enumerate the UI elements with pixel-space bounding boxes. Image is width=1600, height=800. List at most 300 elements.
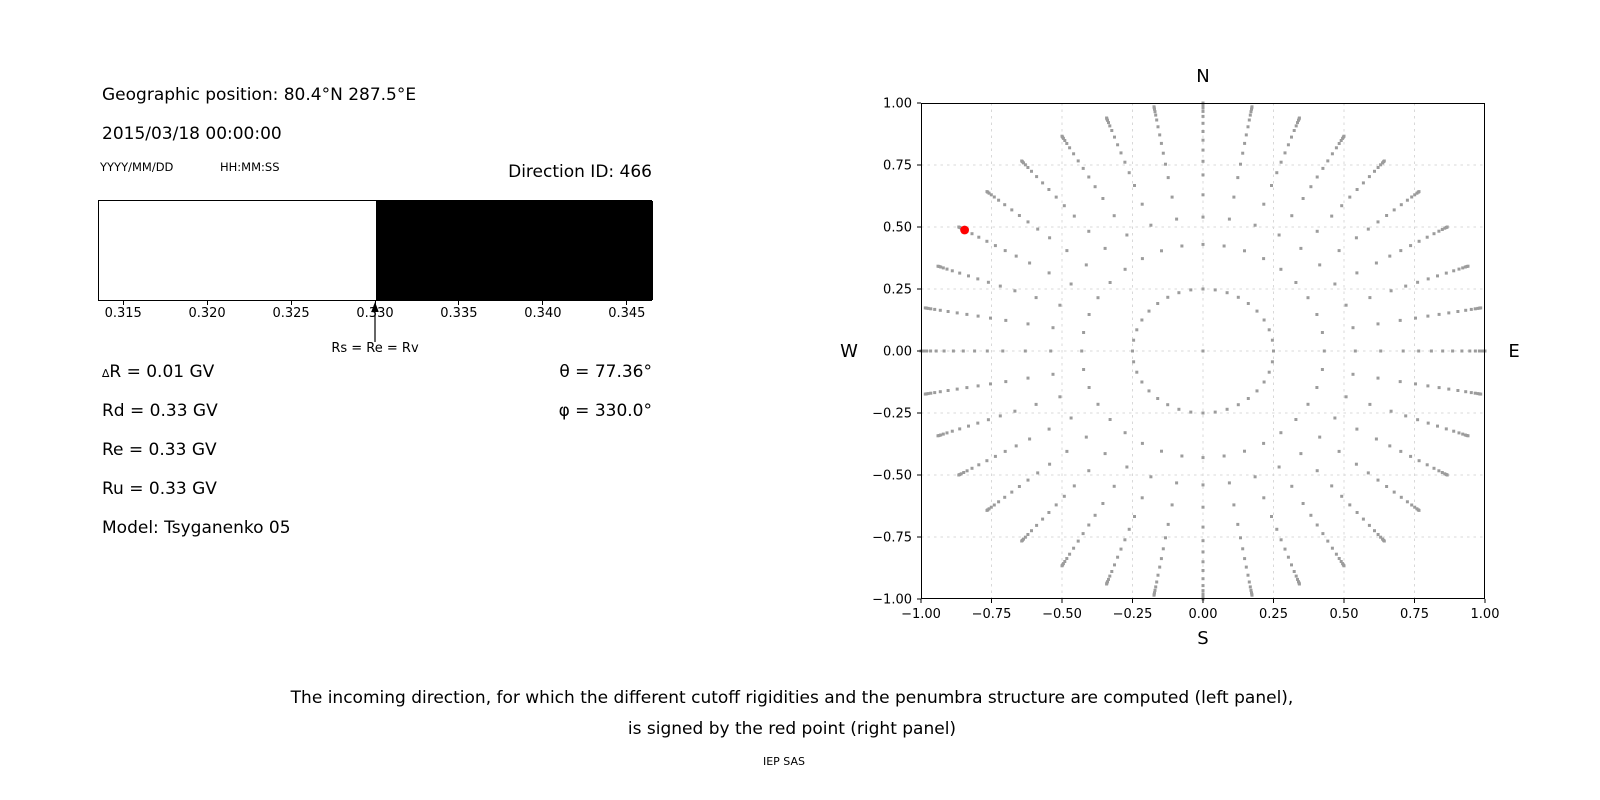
direction-dot [1149,224,1152,227]
direction-dot [1352,373,1355,376]
direction-dot [1427,422,1430,425]
direction-dot [1290,485,1293,488]
direction-dot [1426,315,1429,318]
direction-dot [1335,553,1338,556]
direction-dot [1004,249,1007,252]
direction-dot [994,244,997,247]
direction-dot [1157,574,1160,577]
bar-tick-label: 0.330 [356,306,394,321]
direction-dot [951,269,954,272]
direction-dot [1036,228,1039,231]
direction-dot [1049,350,1052,353]
direction-dot [1284,548,1287,551]
direction-dot [1113,563,1116,566]
direction-dot [1433,232,1436,235]
direction-dot [1417,350,1420,353]
direction-dot [1437,469,1440,472]
direction-dot [1243,142,1246,145]
direction-dot [1160,450,1163,453]
direction-dot [1368,296,1371,299]
direction-dot [1055,503,1058,506]
direction-dot [1156,397,1159,400]
penumbra-segment-forbidden [376,201,653,300]
bar-tick-label: 0.320 [188,306,226,321]
direction-dot [1400,203,1403,206]
direction-dot [1335,146,1338,149]
direction-dot [1262,442,1265,445]
direction-dot [1214,411,1217,414]
direction-dot [1385,214,1388,217]
direction-dot [1263,381,1266,384]
direction-dot [1316,469,1319,472]
direction-dot [1202,584,1205,587]
direction-dot [1290,214,1293,217]
direction-dot [967,274,970,277]
direction-dot [939,309,942,312]
x-tick-label: 0.75 [1400,607,1429,622]
direction-dot [1458,431,1461,434]
direction-dot [1223,245,1226,248]
direction-dot [1028,438,1031,441]
direction-dot [1036,471,1039,474]
direction-dot [1141,442,1144,445]
date-format-hint: YYYY/MM/DD [100,160,174,174]
direction-dot [1239,163,1242,166]
direction-dot [1214,288,1217,291]
direction-dot [962,350,965,353]
direction-dot [1426,384,1429,387]
direction-dot [1352,326,1355,329]
direction-dot [986,509,989,512]
direction-dot [1367,471,1370,474]
direction-dot [1047,511,1050,514]
phi-text: φ = 330.0° [558,401,652,421]
direction-dot [1241,152,1244,155]
direction-dot [1160,557,1163,560]
direction-dot [1164,536,1167,539]
direction-dot [933,391,936,394]
direction-dot [1256,389,1259,392]
direction-dot [1445,272,1448,275]
direction-dot [1330,484,1333,487]
direction-dot [1438,313,1441,316]
direction-dot [1105,583,1108,586]
direction-dot [1262,203,1265,206]
direction-dot [1426,236,1429,239]
direction-dot [977,236,980,239]
direction-dot [1338,142,1341,145]
direction-dot [1377,166,1380,169]
direction-dot [1298,117,1301,120]
direction-dot [976,422,979,425]
direction-dot [1013,289,1016,292]
direction-dot [1356,188,1359,191]
direction-dot [1377,322,1380,325]
direction-dot [1101,502,1104,505]
direction-dot [1268,328,1271,331]
direction-dot [957,474,960,477]
caption-line-1: The incoming direction, for which the different cutoff rigidities and the penumbra structure are computed (left panel), [290,688,1294,708]
bar-tick-label: 0.340 [524,306,562,321]
direction-dot [1245,133,1248,136]
direction-dot [1262,496,1265,499]
direction-dot [1280,161,1283,164]
direction-dot [1120,151,1123,154]
direction-dot [1035,175,1038,178]
direction-dot [1254,475,1257,478]
direction-dot [1013,410,1016,413]
direction-dot [1294,418,1297,421]
direction-dot [1373,529,1376,532]
direction-dot [1157,125,1160,128]
direction-dot [1073,484,1076,487]
direction-dot [1063,204,1066,207]
direction-dot [1065,249,1068,252]
penumbra-strip-chart [98,200,652,301]
direction-dot [1109,418,1112,421]
direction-dot [1116,143,1119,146]
direction-dot [1393,208,1396,211]
direction-dot [1087,524,1090,527]
direction-dot [1202,115,1205,118]
direction-dot [1052,326,1055,329]
direction-dot [1340,495,1343,498]
direction-dot [1048,271,1051,274]
direction-dot [1108,575,1111,578]
direction-dot [1321,532,1324,535]
direction-dot [935,350,938,353]
direction-dot [1247,397,1250,400]
direction-dot [1262,257,1265,260]
direction-dot [1271,360,1274,363]
direction-dot [1243,450,1246,453]
direction-dot [987,418,990,421]
direction-dot [1430,350,1433,353]
direction-dot [1409,455,1412,458]
direction-dot [1027,322,1030,325]
direction-dot [1189,288,1192,291]
direction-dot [1383,160,1386,163]
direction-dot [1278,234,1281,237]
direction-dot [951,430,954,433]
direction-dot [1158,133,1161,136]
direction-dot [1058,395,1061,398]
direction-dot [1247,574,1250,577]
center-dot [1202,350,1205,353]
direction-dot [1348,503,1351,506]
direction-dot [1302,197,1305,200]
direction-dot [1202,288,1205,291]
direction-dot [942,433,945,436]
bar-tick-mark [542,301,543,305]
direction-dot [1004,450,1007,453]
direction-dot [1309,185,1312,188]
direction-dot [1467,434,1470,437]
direction-dot [1451,350,1454,353]
direction-dot [1101,197,1104,200]
direction-dot [1047,188,1050,191]
direction-dot [1087,176,1090,179]
bar-tick-label: 0.335 [440,306,478,321]
compass-west-label: W [840,341,858,362]
direction-dot [1232,196,1235,199]
direction-dot [1278,466,1281,469]
datetime-text: 2015/03/18 00:00:00 [102,124,282,144]
direction-dot [1375,262,1378,265]
direction-dot [989,317,992,320]
y-tick-label: 0.75 [883,158,912,174]
direction-dot [1156,302,1159,305]
direction-dot [1202,130,1205,133]
direction-dot [985,459,988,462]
direction-dot [1377,479,1380,482]
direction-dot [1331,152,1334,155]
tick-marks [917,103,1485,603]
direction-dot [1041,181,1044,184]
direction-dot [1133,515,1136,518]
direction-dot [1368,524,1371,527]
direction-dot [977,315,980,318]
direction-dot [1399,380,1402,383]
direction-dot [952,350,955,353]
bar-tick-mark [291,301,292,305]
direction-dot [1113,485,1116,488]
direction-dot [1436,425,1439,428]
direction-dot [1020,540,1023,543]
direction-dot [1133,184,1136,187]
direction-dot [1175,481,1178,484]
rd-text: Rd = 0.33 GV [102,401,218,421]
direction-dot [1447,388,1450,391]
direction-dot [1048,428,1051,431]
direction-dot [1338,249,1341,252]
bar-tick-label: 0.345 [608,306,646,321]
direction-dot [1323,350,1326,353]
direction-dot [1279,431,1282,434]
bar-tick-label: 0.315 [104,306,142,321]
penumbra-segment-allowed [99,201,376,300]
direction-dot [1318,436,1321,439]
direction-dot [958,427,961,430]
direction-dot [1290,563,1293,566]
direction-dot [1456,389,1459,392]
direction-dot [924,393,927,396]
direction-dot [1458,268,1461,271]
direction-dot [1027,479,1030,482]
compass-north-label: N [1196,66,1210,87]
direction-dot [1333,417,1336,420]
direction-dot [1375,438,1378,441]
bar-tick-label: 0.325 [272,306,310,321]
direction-dot [1268,371,1271,374]
direction-dot [1162,547,1165,550]
delta-r-text [102,362,422,384]
direction-dot [976,277,979,280]
direction-dot [1171,196,1174,199]
direction-dot [1141,203,1144,206]
direction-dot [1123,161,1126,164]
direction-dot [1108,124,1111,127]
direction-dot [1148,389,1151,392]
direction-dot [1237,296,1240,299]
direction-dot [1355,236,1358,239]
direction-dot [1470,308,1473,311]
time-format-hint: HH:MM:SS [220,160,280,174]
direction-dot [1437,230,1440,233]
direction-dot [1061,564,1064,567]
direction-dot [1251,105,1254,108]
direction-dot [1154,114,1157,117]
direction-dot [1318,263,1321,266]
direction-dot [1155,581,1158,584]
direction-dot [1247,125,1250,128]
ru-text: Ru = 0.33 GV [102,479,217,499]
direction-dot [1247,302,1250,305]
direction-dot [1245,566,1248,569]
direction-dot [971,467,974,470]
direction-dot [1348,196,1351,199]
direction-dot [1153,105,1156,108]
direction-dot [1316,230,1319,233]
direction-dot [1399,450,1402,453]
direction-dot [999,414,1002,417]
direction-dot [1249,585,1252,588]
direction-dot [1128,528,1131,531]
direction-dot [1085,263,1088,266]
direction-dot [1326,159,1329,162]
direction-dot [1385,485,1388,488]
bar-tick-mark [626,301,627,305]
direction-dot [1124,268,1127,271]
direction-dot [1226,408,1229,411]
direction-dot [1135,371,1138,374]
direction-dot [1160,142,1163,145]
direction-dot [1097,296,1100,299]
direction-dot [1018,485,1021,488]
direction-dot [1355,428,1358,431]
direction-dot [942,266,945,269]
direction-dot [1202,139,1205,142]
model-text: Model: Tsyganenko 05 [102,518,291,538]
direction-dot [1202,243,1205,246]
direction-dot [1393,491,1396,494]
direction-dot [1456,310,1459,313]
direction-dot [1377,533,1380,536]
y-tick-label: −1.00 [872,592,912,608]
direction-dot [1097,403,1100,406]
direction-dot [1027,377,1030,380]
x-tick-label: 0.00 [1188,607,1218,622]
direction-dot [1345,395,1348,398]
direction-dot [971,232,974,235]
direction-dot [1433,467,1436,470]
direction-dot [1003,203,1006,206]
direction-dot [1202,216,1205,219]
direction-dot [1307,296,1310,299]
direction-dot [1362,518,1365,521]
direction-dot [1326,540,1329,543]
direction-dot [1072,547,1075,550]
direction-dot [977,384,980,387]
direction-dot [1148,310,1151,313]
direction-dot [1131,350,1134,353]
direction-dot [1479,306,1482,309]
direction-dot [1155,119,1158,122]
direction-dot [1241,547,1244,550]
direction-dot [1030,170,1033,173]
direction-dot [1020,160,1023,163]
theta-text: θ = 77.36° [559,362,652,382]
direction-dot [1388,444,1391,447]
direction-dot [1418,240,1421,243]
direction-dot [1052,373,1055,376]
direction-dot [1354,350,1357,353]
direction-dot [1307,403,1310,406]
direction-dot [1248,119,1251,122]
direction-dot [1399,319,1402,322]
direction-dot [956,311,959,314]
direction-dot [1164,163,1167,166]
direction-dot [1065,450,1068,453]
direction-dot [1275,171,1278,174]
direction-dot [1468,350,1471,353]
direction-dot [1175,218,1178,221]
direction-dot [1004,380,1007,383]
direction-dot [1082,532,1085,535]
direction-dot [1272,350,1275,353]
direction-dot [997,199,1000,202]
direction-dot [1426,463,1429,466]
direction-dot [933,308,936,311]
bar-tick-mark [458,301,459,305]
direction-dot [1355,463,1358,466]
direction-dot [986,350,989,353]
geographic-position-text: Geographic position: 80.4°N 287.5°E [102,85,417,105]
direction-dot [1416,281,1419,284]
direction-dot [1379,350,1382,353]
direction-dot [1368,175,1371,178]
direction-dot [1180,245,1183,248]
direction-dot [1135,328,1138,331]
direction-dot [1402,350,1405,353]
arrow-annotation-label: Rs = Re = Rv [331,341,419,356]
direction-dot [1239,536,1242,539]
direction-dot [1295,575,1298,578]
direction-dot [1202,412,1205,415]
direction-dot [993,504,996,507]
direction-dot [1343,564,1346,567]
direction-dot [1035,296,1038,299]
direction-dot [1105,117,1108,120]
direction-dot [994,455,997,458]
direction-dot [1410,196,1413,199]
delta-symbol: ∆ [102,367,110,380]
direction-dot [1035,524,1038,527]
direction-dot [1141,496,1144,499]
direction-dot [1202,160,1205,163]
direction-dot [1406,500,1409,503]
direction-dot [929,307,932,310]
direction-dot [1055,196,1058,199]
direction-dot [1236,176,1239,179]
direction-dot [1254,224,1257,227]
direction-dot [1377,220,1380,223]
direction-dot [1153,594,1156,597]
direction-dot [1030,529,1033,532]
direction-dot [1228,481,1231,484]
compass-east-label: E [1508,341,1520,362]
bar-tick-mark [207,301,208,305]
